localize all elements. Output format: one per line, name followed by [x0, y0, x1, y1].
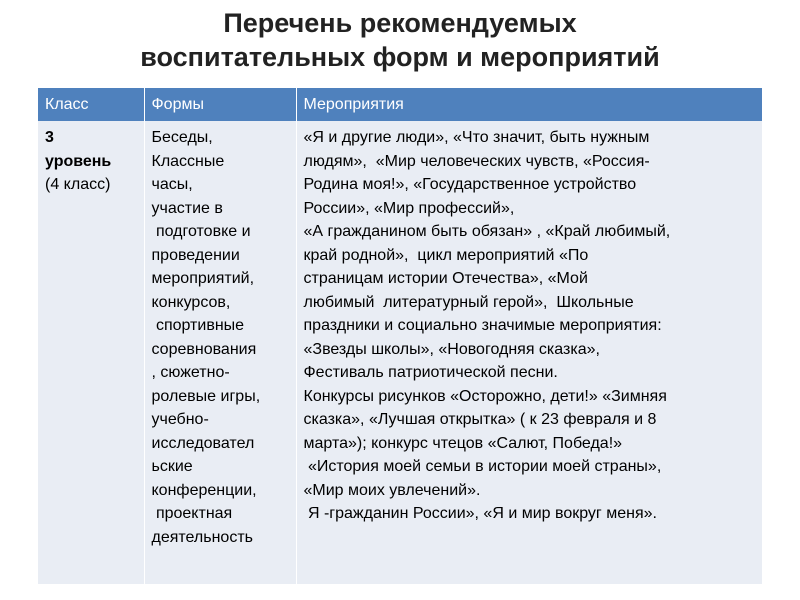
events-text-line: «Звезды школы», «Новогодняя сказка»,: [303, 340, 600, 358]
events-text-line: «История моей семьи в истории моей страны»,: [303, 458, 662, 475]
events-text-line: «Я и другие люди», «Что значит, быть нужным: [303, 129, 650, 146]
header-forms: Формы: [144, 88, 296, 121]
forms-text-line: конференции,: [151, 481, 257, 499]
events-text-line: Конкурсы рисунков «Осторожно, дети!» «Зимняя: [303, 387, 667, 405]
class-level-number: 3: [45, 129, 54, 146]
events-text-line: праздники и социально значимые мероприятия:: [303, 317, 662, 334]
cell-forms: [144, 121, 296, 584]
forms-text-line: соревнования: [151, 340, 257, 358]
class-level-word: уровень: [45, 152, 112, 170]
forms-text-line: учебно-: [151, 411, 209, 428]
forms-text-line: Беседы,: [151, 129, 213, 146]
events-text-line: Я -гражданин России», «Я и мир вокруг меня».: [303, 505, 657, 522]
events-text-line: страницам истории Отечества», «Мой: [303, 270, 588, 287]
forms-text-line: конкурсов,: [151, 293, 231, 311]
forms-text-line: Классные: [151, 152, 225, 170]
header-events: Мероприятия: [296, 88, 762, 121]
cell-events: [296, 121, 762, 584]
forms-text-line: подготовке и: [151, 223, 251, 240]
events-text-line: людям», «Мир человеческих чувств, «Россия-: [303, 152, 650, 170]
forms-text-line: мероприятий,: [151, 270, 255, 287]
forms-text-line: , сюжетно-: [151, 364, 230, 381]
forms-text-line: ролевые игры,: [151, 387, 261, 405]
forms-text-line: деятельность: [151, 528, 253, 546]
events-text-line: любимый литературный герой», Школьные: [303, 293, 634, 311]
forms-text-line: проектная: [151, 505, 233, 522]
class-grade: (4 класс): [45, 176, 111, 193]
page-title: [0, 6, 800, 74]
forms-text-line: исследовател: [151, 434, 255, 452]
events-text-line: «А гражданином быть обязан» , «Край любимый,: [303, 223, 671, 240]
events-text-line: марта»); конкурс чтецов «Салют, Победа!»: [303, 434, 623, 452]
events-text-line: «Мир моих увлечений».: [303, 481, 481, 499]
header-class: Класс: [38, 88, 144, 121]
events-text-line: край родной», цикл мероприятий «По: [303, 246, 589, 264]
events-text-line: Родина моя!», «Государственное устройство: [303, 176, 637, 193]
title-line-1: Перечень рекомендуемых: [223, 8, 577, 38]
forms-text-line: спортивные: [151, 317, 245, 334]
events-text-line: Фестиваль патриотической песни.: [303, 364, 558, 381]
forms-text-line: ьские: [151, 458, 193, 475]
cell-class: [38, 121, 144, 584]
events-table: [38, 88, 762, 584]
table-row: [38, 121, 762, 584]
forms-text-line: проведении: [151, 246, 240, 264]
table-header-row: [38, 88, 762, 121]
forms-text-line: часы,: [151, 176, 193, 193]
title-line-2: воспитательных форм и мероприятий: [140, 42, 660, 72]
forms-text-line: участие в: [151, 199, 223, 217]
events-text-line: России», «Мир профессий»,: [303, 199, 515, 217]
events-text-line: сказка», «Лучшая открытка» ( к 23 февраля и 8: [303, 411, 657, 428]
